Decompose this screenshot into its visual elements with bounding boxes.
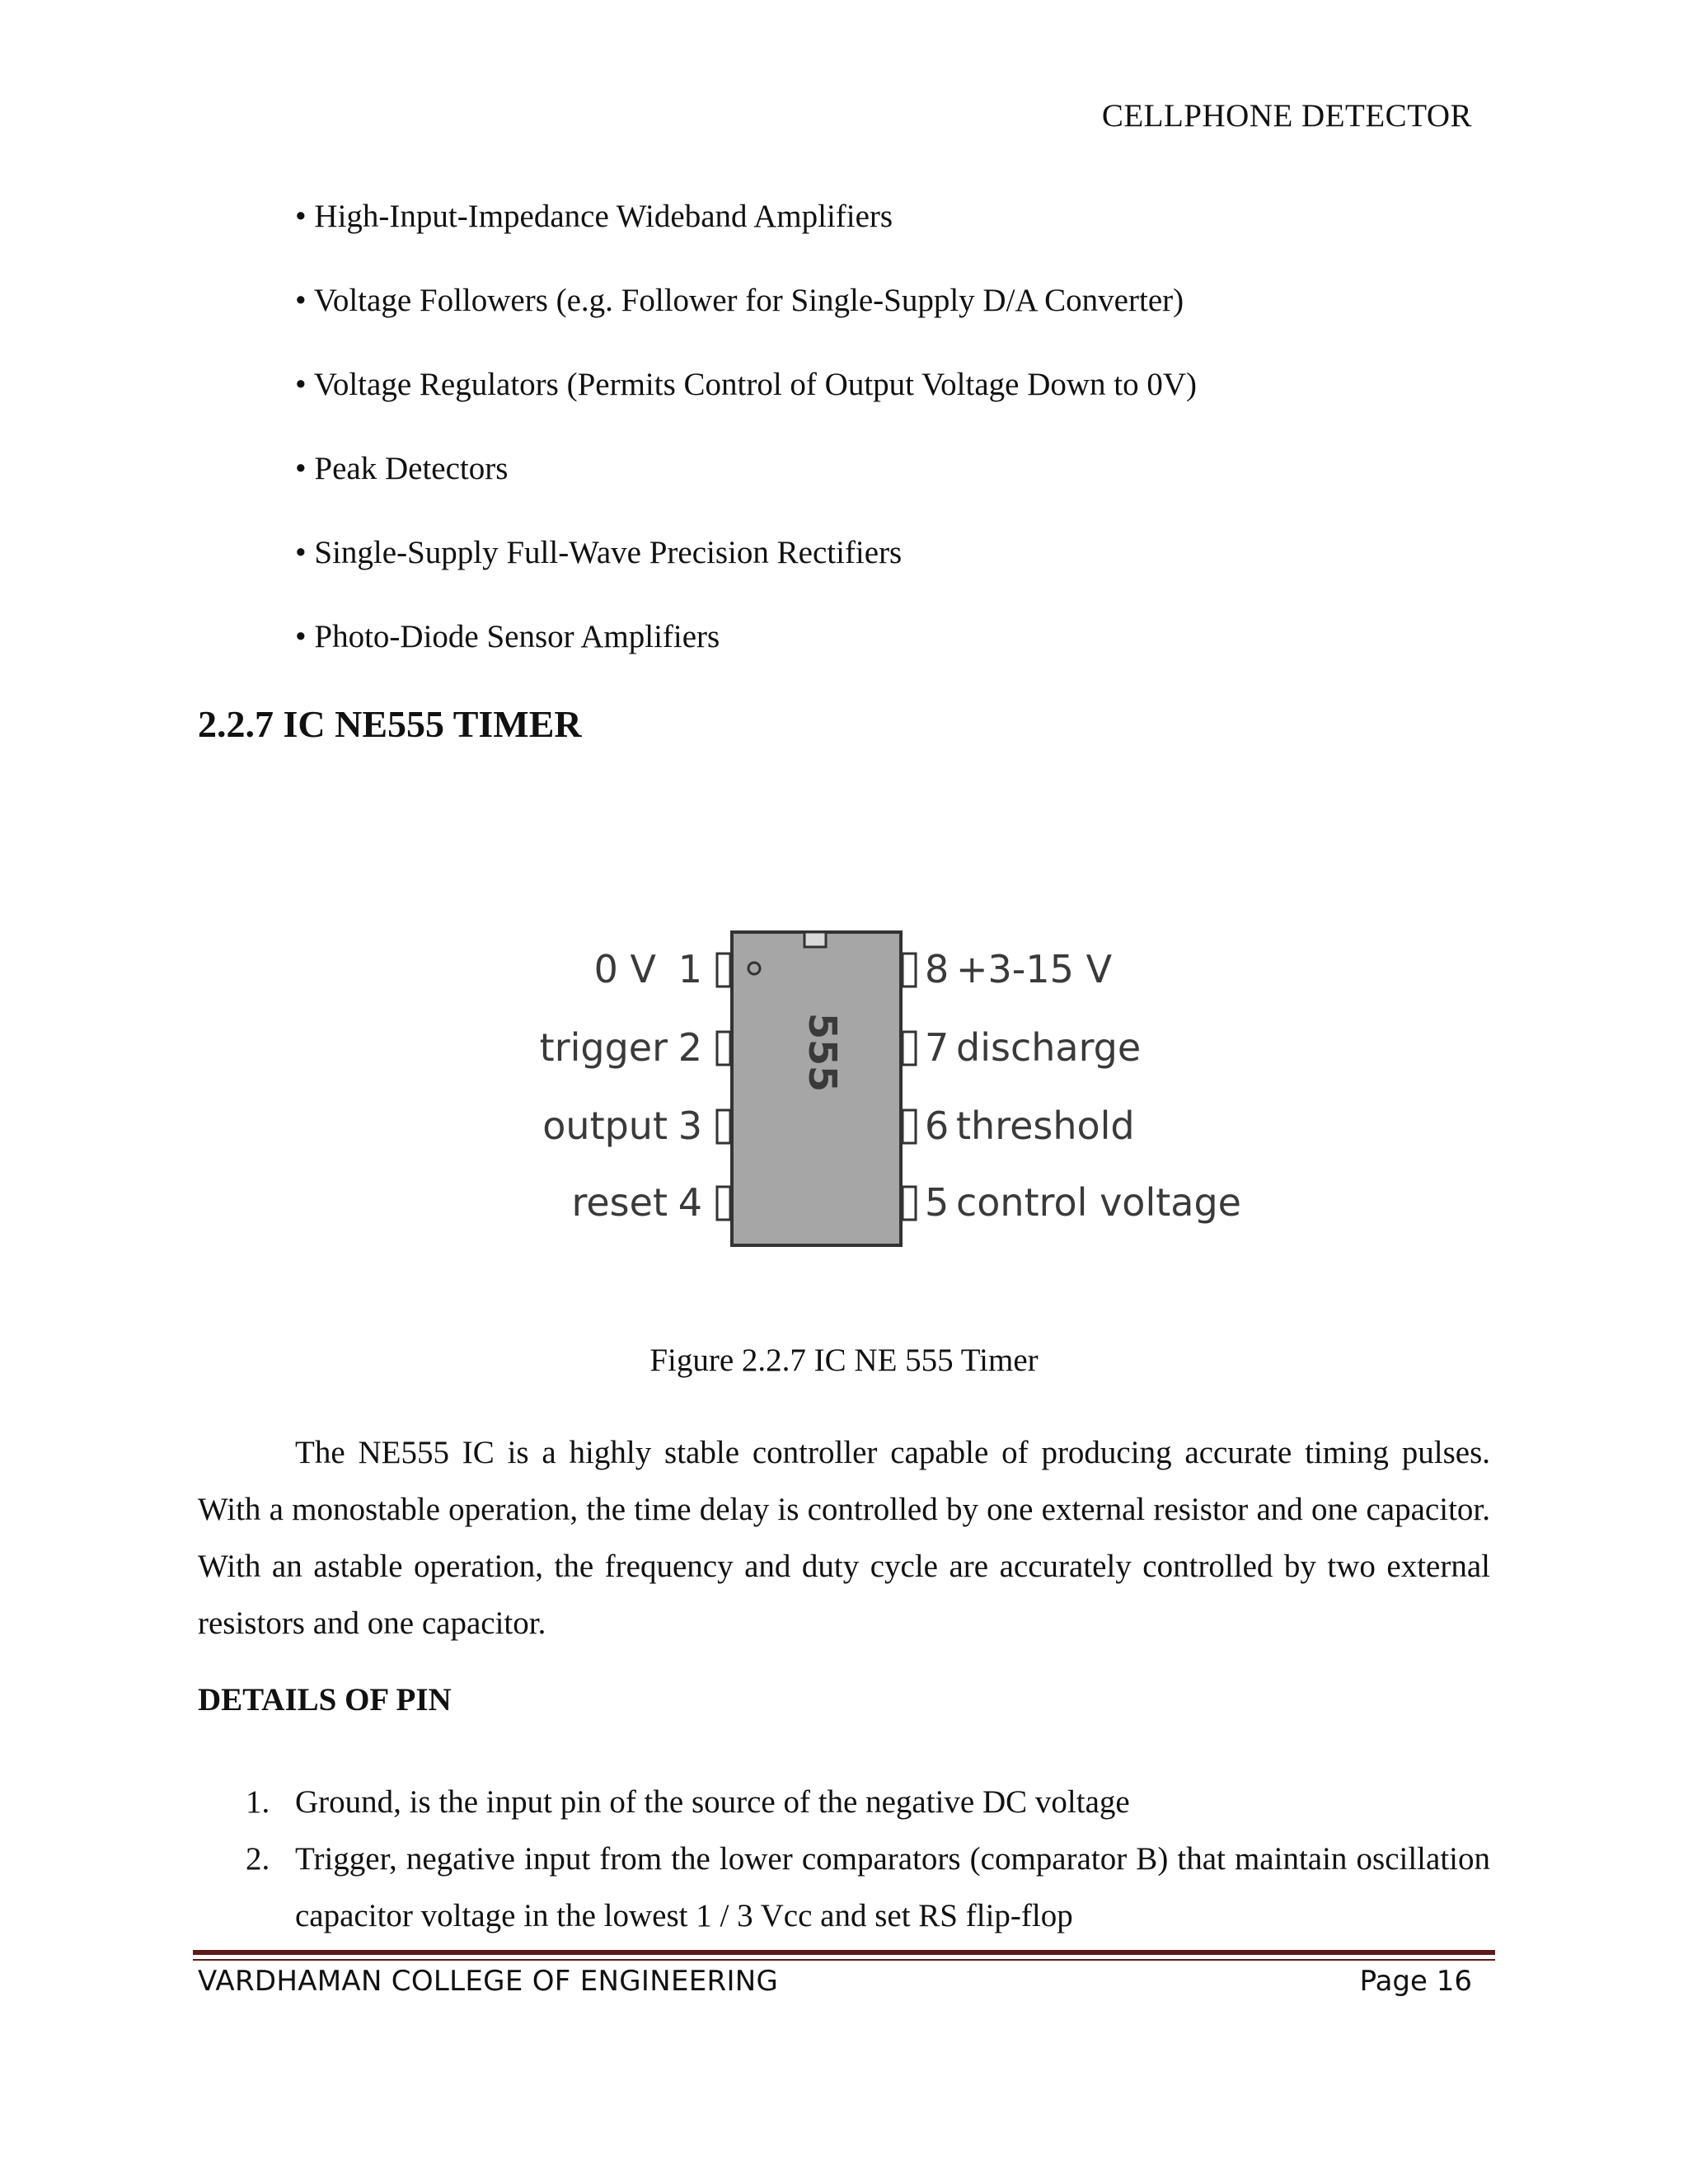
- pin-number-right: 6: [925, 1104, 950, 1148]
- list-item-number: 2.: [246, 1841, 270, 1877]
- list-item-number: 1.: [246, 1784, 270, 1820]
- pin-lead-6: [903, 1110, 916, 1143]
- figure-caption: Figure 2.2.7 IC NE 555 Timer: [649, 1343, 1039, 1378]
- list-item: • Peak Detectors: [295, 451, 509, 486]
- pin-label-right: threshold: [956, 1104, 1135, 1148]
- pin-label-right: control voltage: [956, 1180, 1241, 1225]
- footer-institution: VARDHAMAN COLLEGE OF ENGINEERING: [198, 1965, 779, 1998]
- chip-notch: [804, 932, 826, 947]
- pin-details-list: [198, 1774, 1490, 1944]
- list-item-text: Ground, is the input pin of the source of the negative DC voltage: [295, 1784, 1130, 1820]
- pin-number-right: 5: [925, 1180, 950, 1225]
- pin-label-right: discharge: [956, 1025, 1142, 1070]
- applications-list: [295, 194, 1197, 699]
- footer-rule-thin: [193, 1959, 1495, 1961]
- list-item: • High-Input-Impedance Wideband Amplifiers: [295, 199, 893, 234]
- pin-number-left: 3: [678, 1104, 702, 1148]
- pin-label-left: reset: [571, 1180, 668, 1225]
- pin-lead-3: [717, 1110, 730, 1143]
- pin-number-left: 1: [678, 947, 702, 991]
- pin-details-heading: DETAILS OF PIN: [198, 1682, 452, 1718]
- chip-marking: 555: [800, 1012, 845, 1093]
- pin-lead-1: [717, 954, 730, 987]
- body-paragraph: The NE555 IC is a highly stable controller capable of producing accurate timing pulses. With a monostable operation, the time delay is controlled by one external resistor and one capacitor. With an astable operation, the frequency and duty cycle are accurately controlled by two external resistors and one capacitor.: [198, 1435, 1490, 1641]
- pin-label-left: trigger: [539, 1025, 668, 1070]
- pin-lead-2: [717, 1032, 730, 1065]
- list-item: [198, 1774, 1490, 1830]
- ne555-pinout-figure: [539, 902, 1241, 1257]
- running-header: CELLPHONE DETECTOR: [1101, 98, 1472, 134]
- ne555-pinout-diagram: [539, 902, 1241, 1257]
- list-item: • Voltage Regulators (Permits Control of Output Voltage Down to 0V): [295, 367, 1198, 402]
- footer-page-number: Page 16: [1359, 1965, 1472, 1998]
- pin-lead-7: [903, 1032, 916, 1065]
- list-item: • Voltage Followers (e.g. Follower for Single-Supply D/A Converter): [295, 283, 1184, 318]
- pin-number-left: 2: [678, 1025, 702, 1070]
- list-item: • Photo-Diode Sensor Amplifiers: [295, 619, 720, 654]
- pin-lead-5: [903, 1187, 916, 1220]
- list-item: [198, 1830, 1490, 1944]
- pin-label-right: +3-15 V: [956, 947, 1113, 991]
- list-item: • Single-Supply Full-Wave Precision Rectifiers: [295, 535, 903, 570]
- pin-label-left: output: [542, 1104, 668, 1148]
- pin-number-right: 7: [925, 1025, 950, 1070]
- list-item-text: Trigger, negative input from the lower comparators (comparator B) that maintain oscillation capacitor voltage in the lowest 1 / 3 Vcc and set RS flip-flop: [295, 1841, 1490, 1933]
- pin-lead-4: [717, 1187, 730, 1220]
- pin-lead-8: [903, 954, 916, 987]
- pin-label-left: 0 V: [593, 947, 656, 991]
- section-heading: 2.2.7 IC NE555 TIMER: [198, 703, 582, 745]
- pin-number-left: 4: [678, 1180, 702, 1225]
- footer-rule-thick: [193, 1950, 1495, 1955]
- pin-number-right: 8: [925, 947, 950, 991]
